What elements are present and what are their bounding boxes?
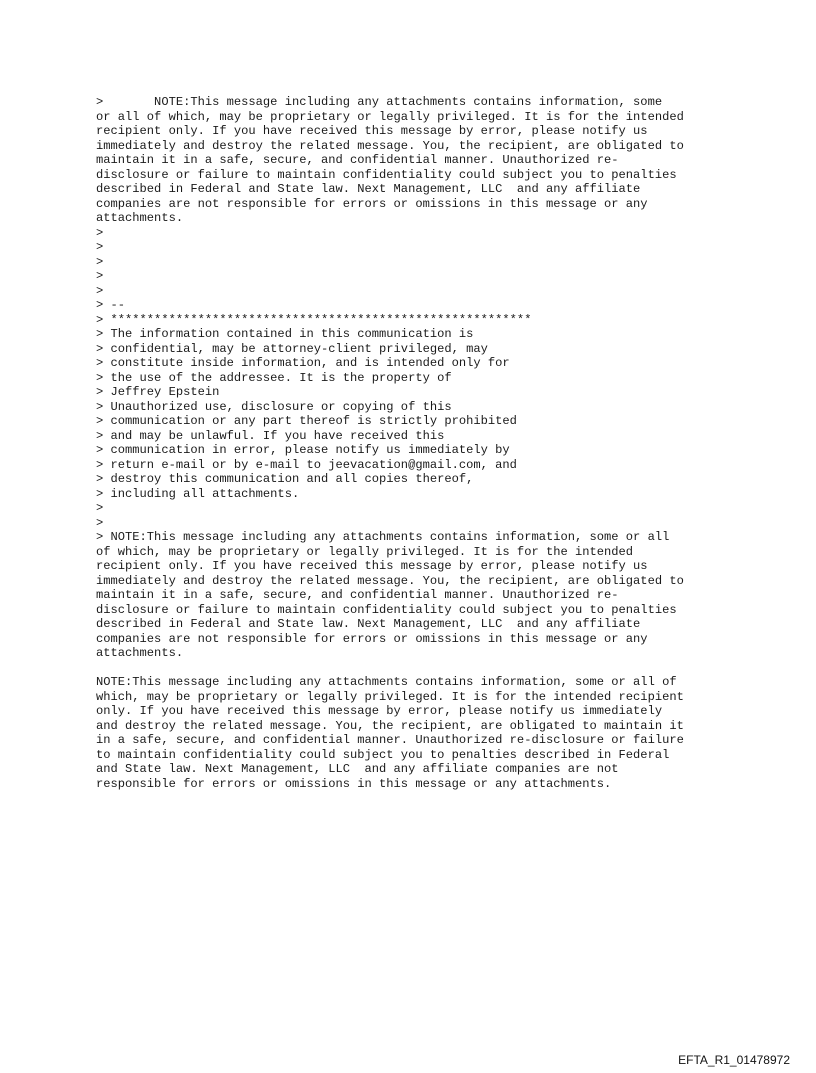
text-line: recipient only. If you have received this message by error, please notify us — [96, 124, 648, 138]
text-line: > — [96, 515, 104, 530]
text-line: > -- — [96, 298, 126, 312]
quoted-note-1 — [96, 95, 736, 313]
quoted-note-2 — [96, 530, 736, 661]
text-line: described in Federal and State law. Next Management, LLC and any affiliate — [96, 182, 641, 196]
text-line: only. If you have received this message by error, please notify us immediately — [96, 704, 663, 718]
text-line: disclosure or failure to maintain confidentiality could subject you to penalties — [96, 602, 677, 617]
text-line: and State law. Next Management, LLC and any affiliate companies are not — [96, 762, 619, 776]
text-line: disclosure or failure to maintain confidentiality could subject you to penalties — [96, 167, 677, 182]
text-line: > NOTE:This message including any attachments contains information, some — [96, 95, 663, 109]
text-line: which, may be proprietary or legally privileged. It is for the intended recipient — [96, 689, 684, 704]
text-line: > NOTE:This message including any attachments contains information, some or all — [96, 530, 670, 544]
text-line: > return e-mail or by e-mail to jeevacation@gmail.com, and — [96, 457, 517, 472]
text-line: > constitute inside information, and is intended only for — [96, 356, 510, 370]
text-line: > confidential, may be attorney-client privileged, may — [96, 341, 488, 356]
text-line: > destroy this communication and all copies thereof, — [96, 472, 474, 486]
text-line: attachments. — [96, 646, 184, 660]
text-line: immediately and destroy the related message. You, the recipient, are obligated to — [96, 138, 684, 153]
final-note — [96, 675, 736, 791]
text-line: maintain it in a safe, secure, and confidential manner. Unauthorized re- — [96, 153, 619, 167]
text-line: > The information contained in this communication is — [96, 327, 474, 341]
document-id: EFTA_R1_01478972 — [678, 1053, 790, 1067]
text-line: recipient only. If you have received this message by error, please notify us — [96, 559, 648, 573]
text-line: > ********************************************************** — [96, 312, 532, 327]
text-line: > — [96, 501, 104, 515]
text-line: > — [96, 269, 104, 283]
text-line: > — [96, 225, 104, 240]
text-line: > the use of the addressee. It is the property of — [96, 370, 452, 385]
text-line: maintain it in a safe, secure, and confidential manner. Unauthorized re- — [96, 588, 619, 602]
paragraph-gap — [96, 661, 736, 676]
text-line: in a safe, secure, and confidential manner. Unauthorized re-disclosure or failure — [96, 733, 684, 747]
text-line: described in Federal and State law. Next Management, LLC and any affiliate — [96, 617, 641, 631]
text-line: of which, may be proprietary or legally privileged. It is for the intended — [96, 544, 634, 559]
text-line: attachments. — [96, 211, 184, 225]
text-line: > — [96, 283, 104, 298]
text-line: NOTE:This message including any attachments contains information, some or all of — [96, 675, 677, 689]
text-line: to maintain confidentiality could subject you to penalties described in Federal — [96, 747, 670, 762]
text-line: > communication in error, please notify us immediately by — [96, 443, 510, 457]
text-line: > — [96, 254, 104, 269]
text-line: > and may be unlawful. If you have received this — [96, 428, 445, 443]
confidentiality-disclaimer — [96, 313, 736, 531]
text-line: or all of which, may be proprietary or legally privileged. It is for the intended — [96, 109, 684, 124]
text-line: companies are not responsible for errors or omissions in this message or any — [96, 196, 648, 211]
text-line: and destroy the related message. You, the recipient, are obligated to maintain it — [96, 718, 684, 733]
text-line: > Unauthorized use, disclosure or copying of this — [96, 399, 452, 414]
text-line: responsible for errors or omissions in this message or any attachments. — [96, 776, 612, 791]
text-line: > communication or any part thereof is strictly prohibited — [96, 414, 517, 428]
text-line: immediately and destroy the related message. You, the recipient, are obligated to — [96, 573, 684, 588]
email-body — [96, 95, 736, 791]
text-line: companies are not responsible for errors or omissions in this message or any — [96, 631, 648, 646]
text-line: > — [96, 240, 104, 254]
text-line: > including all attachments. — [96, 486, 300, 501]
text-line: > Jeffrey Epstein — [96, 385, 220, 399]
